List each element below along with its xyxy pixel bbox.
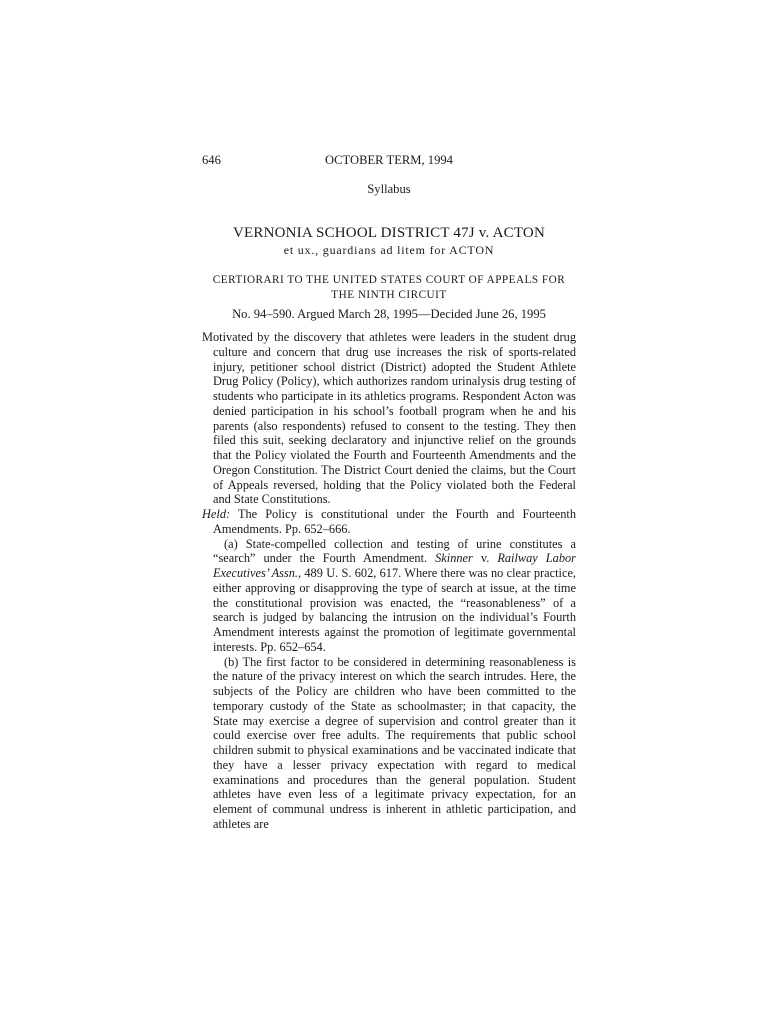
case-title-line2: et ux., guardians ad litem for ACTON xyxy=(283,243,495,257)
para-a-rest: , 489 U. S. 602, 617. Where there was no clear practice, either approving or disapproving the type of search at issue, at the time the constitutional provision was enacted, the “reasonableness” of a search is judged by balancing the intrusion on the individual’s Fourth Amendment interests against the promotion of legitimate governmental interests. Pp. 652–654. xyxy=(213,566,577,654)
running-head xyxy=(202,153,576,169)
case-title xyxy=(202,225,576,259)
page-number: 646 xyxy=(202,153,221,167)
citation-v: v. xyxy=(472,551,498,566)
docket-line: No. 94–590. Argued March 28, 1995—Decided June 26, 1995 xyxy=(232,307,546,321)
paragraph-b: (b) The first factor to be considered in determining reasonableness is the nature of the privacy interest on which the search intrudes. Here, the subjects of the Policy are children who have been committed to the temporary custody of the State as schoolmaster; in that capacity, the State may exercise a degree of supervision and control greater than it could exercise over free adults. The requirements that public school children submit to physical examinations and be vaccinated indicate that they have a lesser privacy expectation with regard to medical examinations and procedures than the general population. Student athletes have even less of a legitimate privacy expectation, for an element of communal undress is inherent in athletic participation, and athletes are xyxy=(213,654,576,831)
held-label: Held: xyxy=(202,507,231,521)
case-title-line1: VERNONIA SCHOOL DISTRICT 47J v. ACTON xyxy=(232,225,545,241)
citation-skinner: Skinner xyxy=(435,551,473,566)
held-text: The Policy is constitutional under the Fourth and Fourteenth Amendments. Pp. 652–666. xyxy=(213,507,576,536)
syllabus-body xyxy=(202,330,576,832)
intro-paragraph: Motivated by the discovery that athletes were leaders in the student drug culture and concern that drug use increases the risk of sports-related injury, petitioner school district (District) adopted the Student Athlete Drug Policy (Policy), which authorizes random urinalysis drug testing of students who participate in its athletics programs. Respondent Acton was denied participation in his school’s football program when he and his parents (also respondents) refused to consent to the testing. They then filed this suit, seeking declaratory and injunctive relief on the grounds that the Policy violated the Fourth and Fourteenth Amendments and the Oregon Constitution. The District Court denied the claims, but the Court of Appeals reversed, holding that the Policy violated both the Federal and State Constitutions. xyxy=(202,330,576,507)
para-a-text: (a) State-compelled collection and testing of urine constitutes a “search” under the Fourth Amendment. xyxy=(213,536,576,566)
paragraph-a xyxy=(202,537,576,655)
citation-railway: Railway Labor Executives’ Assn. xyxy=(213,551,576,580)
held-paragraph xyxy=(202,507,576,537)
term-heading: OCTOBER TERM, 1994 xyxy=(325,153,453,167)
certiorari-heading: CERTIORARI TO THE UNITED STATES COURT OF APPEALS FOR THE NINTH CIRCUIT xyxy=(212,274,566,301)
section-label: Syllabus xyxy=(367,182,411,196)
